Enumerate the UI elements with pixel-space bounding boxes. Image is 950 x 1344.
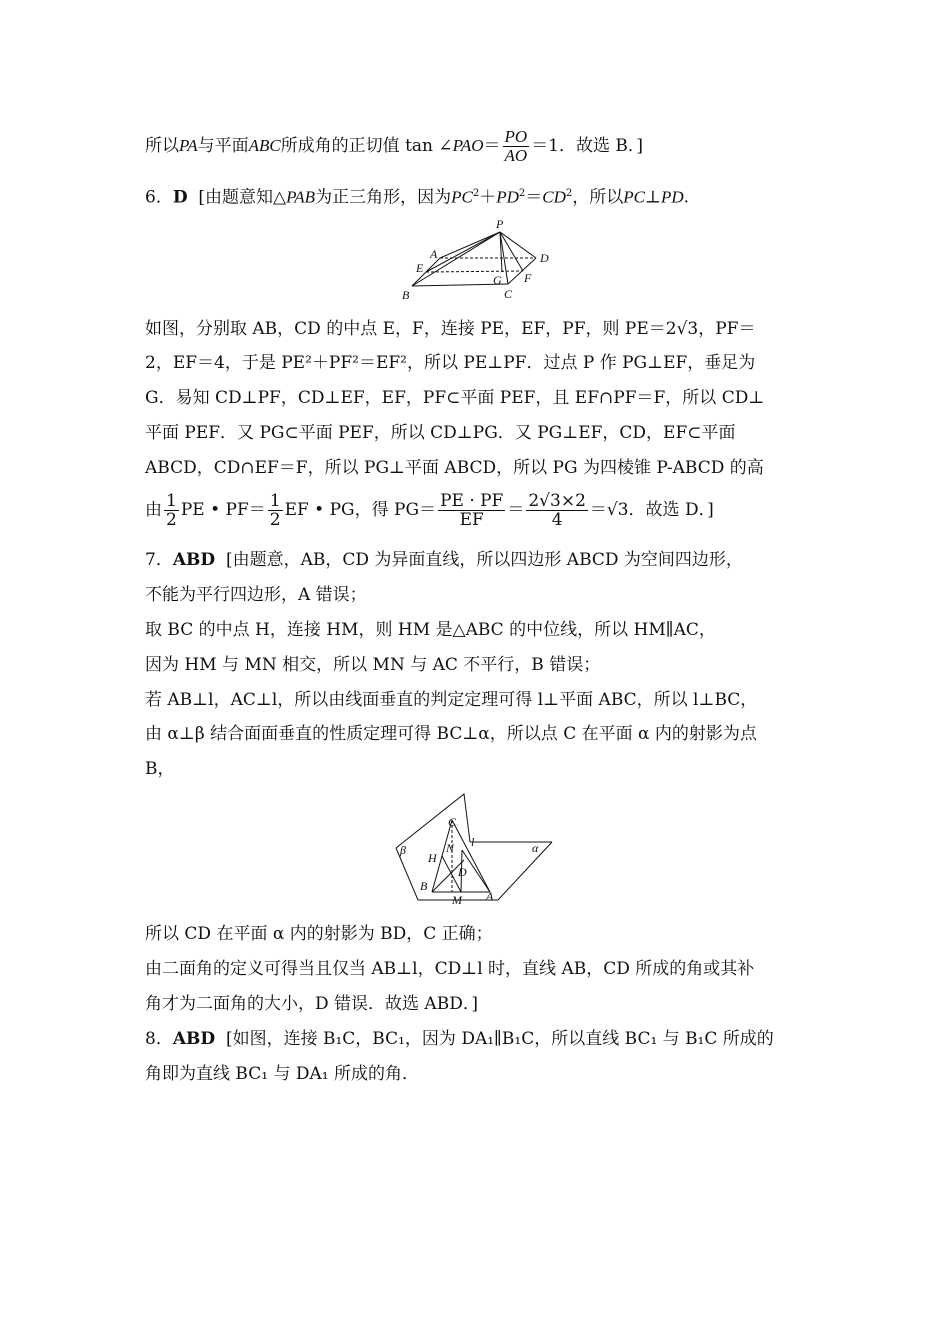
line-2: 6．D [由题意知△PAB为正三角形，因为$PC^2+PD^2=CD^2$，所以PC⊥PD.: [145, 187, 690, 208]
line-20: 角即为直线 BC₁ 与 DA₁ 所成的角．: [145, 1064, 419, 1084]
fraction-half-1: $\frac{1}{2}$: [166, 491, 177, 530]
label-g: G: [493, 273, 502, 287]
line-3: 如图，分别取 AB，CD 的中点 E，F，连接 PE，EF，PF，则 PE＝2√3，PF＝: [145, 319, 756, 339]
fraction-pe-pf-ef: $\frac{PE \cdot PF}{EF}$: [440, 491, 504, 530]
line-1: 所以PA与平面ABC所成角的正切值 tan ∠PAO＝ $\frac{PO}{AO}$ ＝1．故选 B．]: [145, 127, 644, 165]
label-m: M: [452, 893, 462, 906]
fraction-half-2: $\frac{1}{2}$: [269, 491, 281, 530]
line-13: 若 AB⊥l，AC⊥l，所以由线面垂直的判定定理可得 l⊥平面 ABC，所以 l⊥BC，: [145, 690, 758, 710]
label-beta: β: [400, 843, 406, 857]
line-8: 由 $\frac{1}{2}$ PE • PF＝ $\frac{1}{2}$ EF • PG，得 PG＝ $\frac{PE \cdot PF}{EF}$ ＝ $\frac{2√3\times 2}{4}$ ＝√3．故选 D．]: [145, 491, 714, 530]
line-7: ABCD，CD∩EF＝F，所以 PG⊥平面 ABCD，所以 PG 为四棱锥 P-ABCD 的高: [145, 458, 764, 478]
label-c: C: [448, 815, 457, 829]
label-f: F: [524, 271, 532, 285]
line-18: 角才为二面角的大小，D 错误．故选 ABD．]: [145, 994, 478, 1014]
figure-dihedral-angle: [392, 790, 558, 906]
line-6: 平面 PEF．又 PG⊂平面 PEF，所以 CD⊥PG．又 PG⊥EF，CD，EF⊂平面: [145, 423, 736, 443]
label-b: B: [420, 879, 428, 893]
fraction-value: $\frac{2√3\times 2}{4}$: [528, 491, 586, 530]
label-a: A: [430, 247, 438, 261]
line-17: 由二面角的定义可得当且仅当 AB⊥l，CD⊥l 时，直线 AB，CD 所成的角或其补: [145, 959, 755, 979]
figure-pyramid: [398, 216, 558, 304]
label-p: P: [496, 217, 504, 231]
answer-7: ABD: [172, 550, 216, 570]
label-e: E: [416, 261, 424, 275]
label-n: N: [446, 841, 455, 855]
line-9: 7．ABD [由题意，AB，CD 为异面直线，所以四边形 ABCD 为空间四边形，: [145, 550, 743, 570]
line-10: 不能为平行四边形，A 错误；: [145, 585, 367, 605]
label-d: D: [458, 865, 467, 879]
fraction-po-ao: $\frac{PO}{AO}$: [504, 127, 528, 165]
label-h: H: [428, 851, 437, 865]
line-12: 因为 HM 与 MN 相交，所以 MN 与 AC 不平行，B 错误；: [145, 655, 601, 675]
label-a: A: [486, 889, 494, 903]
line-16: 所以 CD 在平面 α 内的射影为 BD，C 正确；: [145, 924, 493, 944]
answer-8: ABD: [172, 1029, 216, 1049]
label-d: D: [540, 251, 549, 265]
label-c: C: [504, 287, 513, 301]
label-b: B: [402, 288, 410, 302]
label-l: l: [471, 835, 475, 849]
line-19: 8．ABD [如图，连接 B₁C，BC₁，因为 DA₁∥B₁C，所以直线 BC₁ 与 B₁C 所成的: [145, 1029, 774, 1049]
line-4: 2，EF＝4，于是 PE²＋PF²＝EF²，所以 PE⊥PF．过点 P 作 PG⊥EF，垂足为: [145, 353, 756, 373]
line-5: G．易知 CD⊥PF，CD⊥EF，EF，PF⊂平面 PEF，且 EF∩PF＝F，所以 CD⊥: [145, 388, 765, 408]
label-alpha: α: [532, 841, 539, 855]
line-14: 由 α⊥β 结合面面垂直的性质定理可得 BC⊥α，所以点 C 在平面 α 内的射影为点: [145, 724, 757, 744]
line-15: B，: [145, 759, 175, 779]
answer-6: D: [172, 187, 188, 208]
line-11: 取 BC 的中点 H，连接 HM，则 HM 是△ABC 的中位线，所以 HM∥AC，: [145, 620, 716, 640]
